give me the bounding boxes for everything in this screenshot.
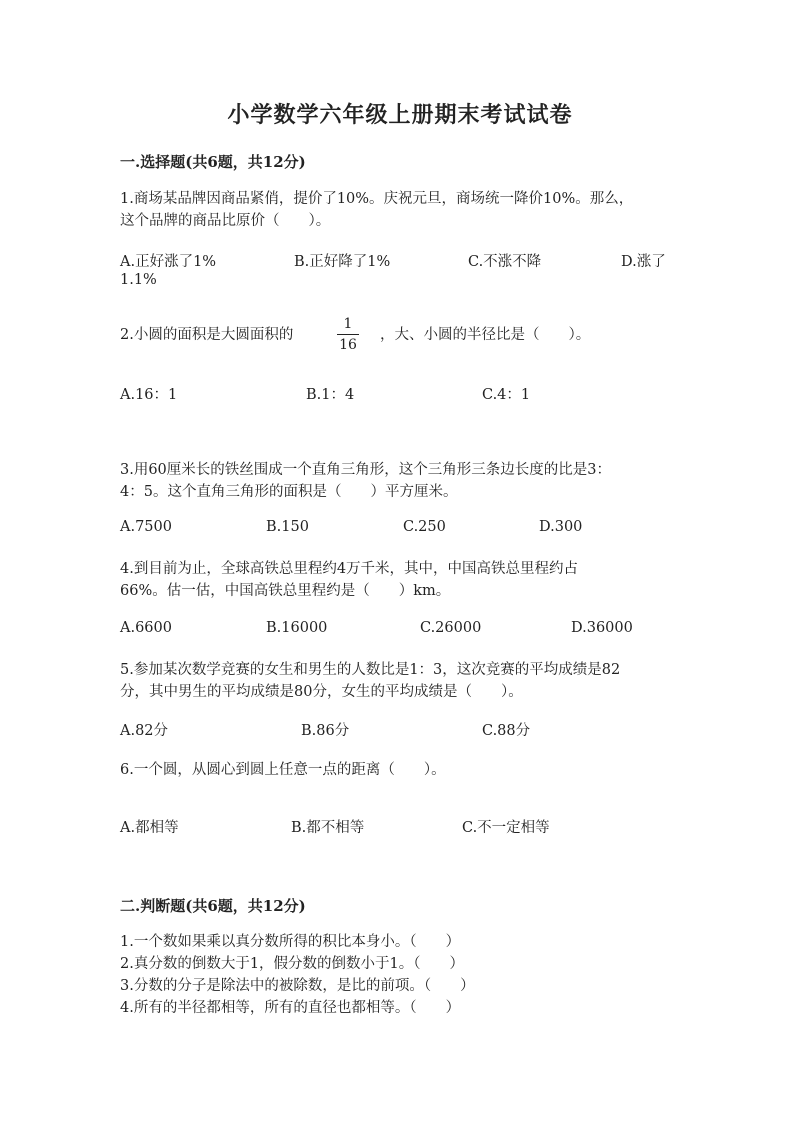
- q4-option-b: B.16000: [266, 620, 328, 636]
- question-1-line-2: 这个品牌的商品比原价（ ）。: [120, 213, 331, 229]
- question-6-line-1: 6.一个圆，从圆心到圆上任意一点的距离（ ）。: [120, 762, 446, 778]
- q1-option-a: A.正好涨了1%: [120, 254, 217, 270]
- q3-option-d: D.300: [539, 519, 583, 535]
- section-heading-choice: 一.选择题(共6题，共12分): [120, 153, 306, 171]
- question-2-text-before: 2.小圆的面积是大圆面积的: [120, 327, 294, 343]
- judge-item-1: 1.一个数如果乘以真分数所得的积比本身小。（ ）: [120, 934, 461, 950]
- q4-option-a: A.6600: [120, 620, 172, 636]
- question-1-line-1: 1.商场某品牌因商品紧俏，提价了10%。庆祝元旦，商场统一降价10%。那么，: [120, 191, 634, 207]
- q6-option-b: B.都不相等: [291, 820, 365, 836]
- q5-option-c: C.88分: [482, 723, 531, 739]
- fraction-one-sixteenth: [335, 316, 361, 353]
- q2-option-c: C.4：1: [482, 387, 531, 403]
- q6-option-a: A.都相等: [120, 820, 179, 836]
- q5-option-b: B.86分: [301, 723, 350, 739]
- q3-option-a: A.7500: [120, 519, 172, 535]
- q4-option-d: D.36000: [571, 620, 633, 636]
- question-3-line-1: 3.用60厘米长的铁丝围成一个直角三角形，这个三角形三条边长度的比是3：: [120, 462, 612, 478]
- section-heading-judge: 二.判断题(共6题，共12分): [120, 897, 306, 915]
- fraction-denominator: 16: [339, 337, 357, 353]
- q1-option-d: D.涨了: [621, 254, 666, 270]
- judge-item-2: 2.真分数的倒数大于1，假分数的倒数小于1。（ ）: [120, 956, 465, 972]
- question-4-line-2: 66%。估一估，中国高铁总里程约是（ ）km。: [120, 583, 451, 599]
- q3-option-c: C.250: [403, 519, 446, 535]
- q2-option-b: B.1：4: [306, 387, 355, 403]
- question-5-line-1: 5.参加某次数学竞赛的女生和男生的人数比是1：3，这次竞赛的平均成绩是82: [120, 662, 621, 678]
- question-2-text-after: ，大、小圆的半径比是（ ）。: [380, 327, 591, 343]
- question-5-line-2: 分，其中男生的平均成绩是80分，女生的平均成绩是（ ）。: [120, 684, 523, 700]
- fraction-numerator: 1: [343, 316, 353, 332]
- q4-option-c: C.26000: [420, 620, 482, 636]
- page-title: 小学数学六年级上册期末考试试卷: [227, 102, 573, 128]
- q3-option-b: B.150: [266, 519, 309, 535]
- judge-item-3: 3.分数的分子是除法中的被除数，是比的前项。（ ）: [120, 978, 475, 994]
- judge-item-4: 4.所有的半径都相等，所有的直径也都相等。（ ）: [120, 1000, 461, 1016]
- q1-option-c: C.不涨不降: [468, 254, 542, 270]
- q6-option-c: C.不一定相等: [462, 820, 550, 836]
- fraction-bar: [337, 334, 359, 335]
- q1-option-d-continued: 1.1%: [120, 272, 157, 288]
- q5-option-a: A.82分: [120, 723, 169, 739]
- q1-option-b: B.正好降了1%: [294, 254, 391, 270]
- question-3-line-2: 4：5。这个直角三角形的面积是（ ）平方厘米。: [120, 484, 458, 500]
- question-4-line-1: 4.到目前为止，全球高铁总里程约4万千米，其中，中国高铁总里程约占: [120, 561, 579, 577]
- q2-option-a: A.16：1: [120, 387, 178, 403]
